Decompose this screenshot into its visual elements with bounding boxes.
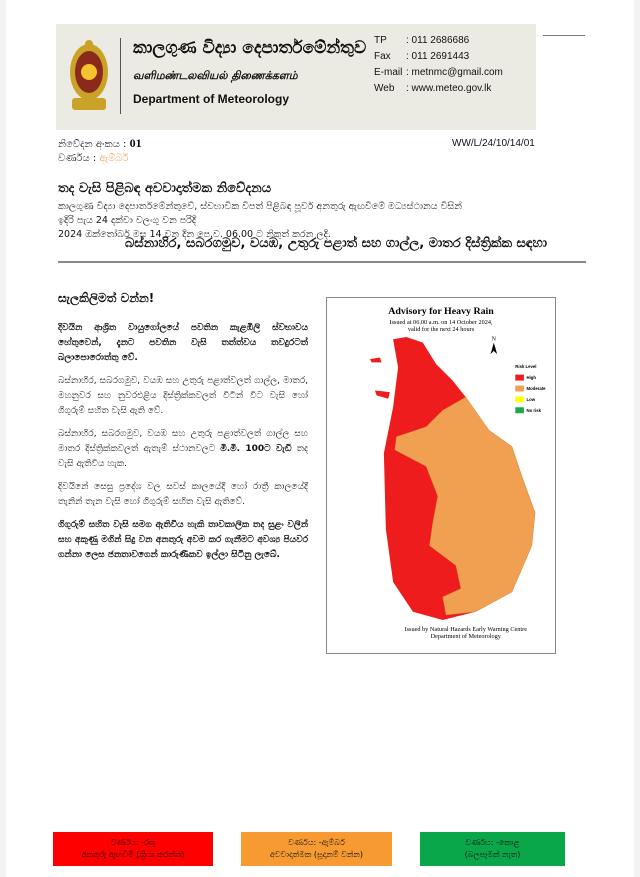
rainfall-amount: මි.මී. 100ට වැඩි — [220, 444, 292, 454]
beware-heading: සැලකිලිමත් වන්න! — [58, 291, 155, 305]
paragraph — [58, 427, 308, 472]
legend-label: Low — [526, 397, 536, 403]
page — [6, 0, 634, 877]
intro-line: කාලගුණ විද්‍යා දෙපාර්තමේන්තුවේ, ස්වභාවික විපත් පිළිබඳ පූර්ව අනතුරු ඇඟවීමේ මධ්‍යස්ථානය විසින් — [58, 201, 462, 212]
intro-line: 2024 ඔක්තෝබර් මස 14 වන දින පෙ.ව. 06.00 ට නිකුත් කරන ලදි. — [58, 229, 331, 240]
paragraph-text: තද වැසි ඇතිවිය හැක. — [58, 444, 308, 469]
color-key-title: වර්ණය: -රතු — [110, 838, 156, 847]
paragraph: බස්නාහිර, සබරගමුව, වයඹ සහ උතුරු පළාත්වලත් ගාල්ල, මාතර, මහනුවර සහ නුවරඑළිය දිස්ත්‍රික්කවලත් විටින් විට වැසි හෝ ගිගුරුම් සහිත වැසි ඇති වේ. — [58, 376, 308, 416]
color-key-meaning: අවවාදාත්මක (සූදානම් වන්න) — [270, 850, 363, 859]
sri-lanka-risk-map — [327, 298, 555, 653]
legend-swatch-high — [515, 375, 524, 381]
color-key-green — [420, 832, 565, 866]
contact-label: Web — [374, 83, 395, 94]
intro-line: ඉදිරි පැය 24 දක්වා වලංගු වන පරිදි — [58, 215, 197, 226]
letterhead — [56, 24, 536, 130]
color-key-amber — [241, 832, 392, 866]
map-issued-line: valid for the next 24 hours — [407, 326, 475, 334]
affected-areas-heading: බස්නාහිර, සබරගමුව, වයඹ, උතුරු පළාත් සහ ගාල්ල, මාතර දිස්ත්‍රික්ක සඳහා — [124, 236, 548, 251]
paragraph: දිවයිනේ සෙසු ප්‍රදේශ වල සවස් කාලයේදී හෝ රාත්‍රී කාලයේදී තැනින් තැන වැසි හෝ ගිගුරුම් සහිත වැසි ඇතිවේ. — [58, 482, 308, 507]
north-arrow-icon — [491, 336, 498, 354]
department-name-sinhala: කාලගුණ විද්‍යා දෙපාර්තමේන්තුව — [133, 38, 367, 58]
color-level-label: වර්ණය : — [58, 153, 100, 164]
contact-label: E-mail — [374, 67, 403, 78]
svg-text:N: N — [491, 336, 496, 343]
contact-value: : 011 2686686 — [406, 35, 470, 46]
legend-title: Risk Level — [515, 364, 537, 370]
paragraph: දිවයින ආශ්‍රිත වායුගෝලයේ පවතින කැළඹිලි ස්වභාවය හේතුවෙන්, දැනට පවතින වැසි තත්ත්වය තවදුරටත් බලාපොරොත්තු වේ. — [58, 323, 308, 363]
advisory-body — [58, 321, 308, 571]
map-footer: Department of Meteorology — [430, 633, 501, 641]
color-key-meaning: (බලපෑමක් නැත) — [464, 850, 521, 859]
contact-label: Fax — [374, 51, 391, 62]
color-key-title: වර්ණය: -කොළ — [465, 838, 520, 847]
contact-value: : metnmc@gmail.com — [406, 67, 503, 78]
legend-swatch-moderate — [515, 386, 524, 392]
legend-label: Moderate — [526, 386, 546, 392]
contact-value: : 011 2691443 — [406, 51, 470, 62]
contact-label: TP — [374, 35, 387, 46]
color-key-red — [53, 832, 213, 866]
contact-value: : www.meteo.gov.lk — [406, 83, 492, 94]
advisory-map — [326, 297, 556, 654]
sri-lanka-emblem-icon — [68, 38, 110, 114]
divider — [543, 35, 585, 36]
divider — [120, 38, 121, 114]
notice-number — [58, 136, 142, 151]
department-name-english: Department of Meteorology — [133, 92, 290, 106]
map-issued-line: Issued at 06.00 a.m. on 14 October 2024, — [389, 318, 493, 326]
region-north-islands — [370, 357, 390, 398]
legend-swatch-low — [515, 396, 524, 402]
department-name-tamil: வளிமண்டலவியல் திணைக்களம் — [133, 69, 298, 82]
notice-number-value: 01 — [129, 136, 142, 150]
paragraph-text: බස්නාහිර, සබරගමුව, වයඹ සහ උතුරු පළාත්වලත් ගාල්ල සහ මාතර දිස්ත්‍රික්කවලත් ඇතැම් ස්ථානවලට — [58, 429, 308, 454]
legend-swatch-no-risk — [515, 407, 524, 413]
contact-info — [374, 33, 503, 97]
legend-label: No risk — [526, 407, 542, 413]
color-level — [58, 153, 128, 164]
notice-number-label: නිවේදන අංකය : — [58, 139, 130, 150]
color-level-value: ඇම්බර් — [99, 153, 129, 164]
map-footer: Issued by Natural Hazards Early Warning Centre — [404, 625, 528, 633]
divider — [58, 261, 586, 263]
notice-title: තද වැසි පිළිබඳ අවවාදාත්මක නිවේදනය — [58, 181, 272, 196]
reference-number: WW/L/24/10/14/01 — [452, 138, 535, 149]
color-key-meaning: අනතුරු ඇඟවීම් (ක්‍රියා කරන්න) — [81, 850, 185, 859]
color-key-title: වර්ණය: -ඇම්බර් — [288, 838, 345, 847]
map-title: Advisory for Heavy Rain — [388, 305, 494, 317]
legend-label: High — [526, 375, 537, 381]
paragraph: ගිගුරුම් සහිත වැසි සමග ඇතිවිය හැකි තාවකාලික තද සුළං වලින් සහ අකුණු මගින් සිදු වන අනතුරු අවම කර ගැනීමට අවශ්‍ය පියවර ගන්නා ලෙස ජනතාවගෙන් කාරුණිකව ඉල්ලා සිටිනු ලැබේ. — [58, 520, 308, 560]
